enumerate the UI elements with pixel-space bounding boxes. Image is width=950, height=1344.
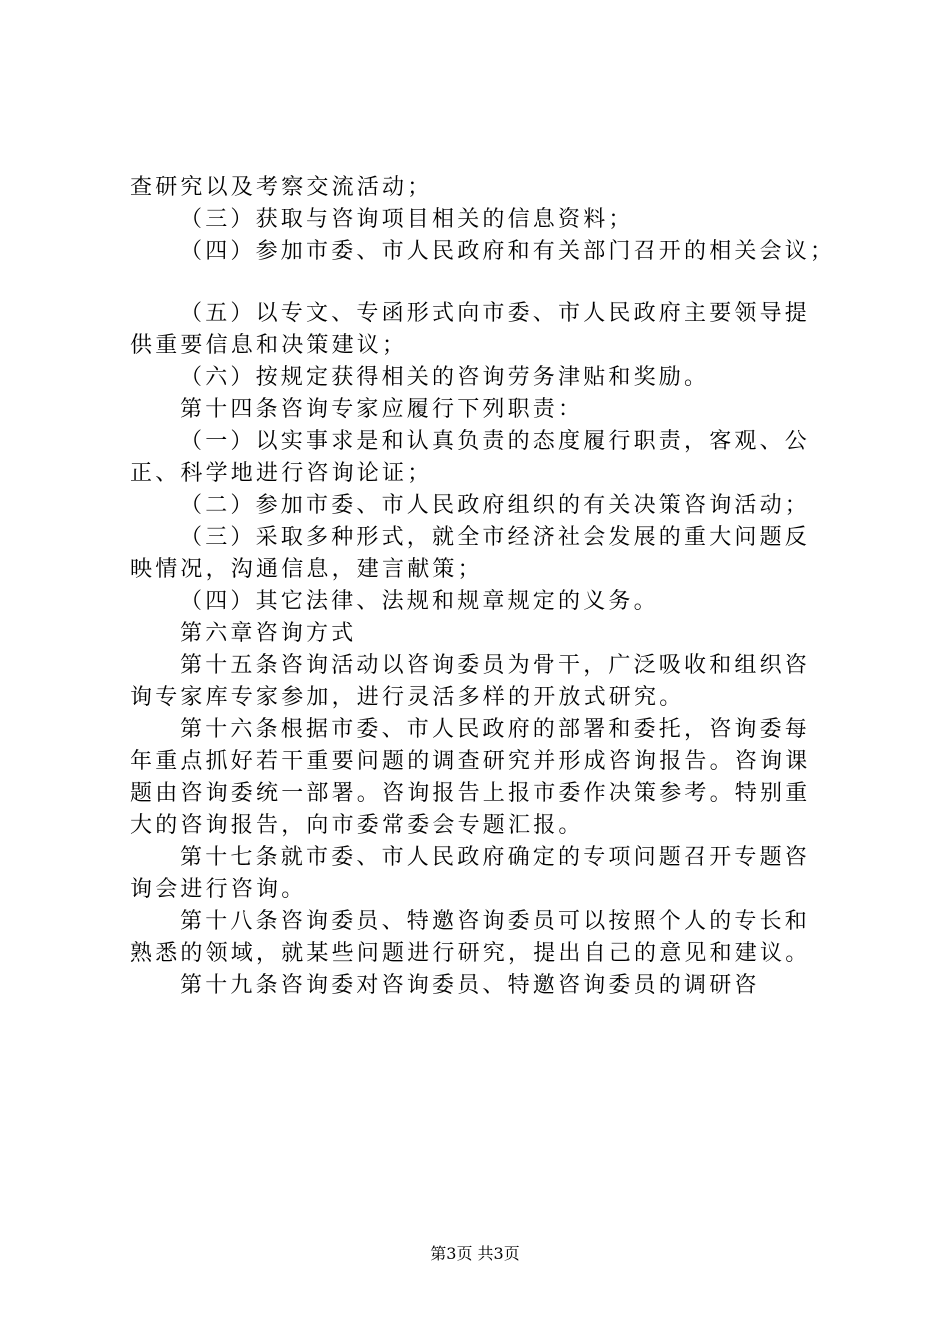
text-line: 映情况，沟通信息，建言献策； [130,557,483,582]
text-line: （三）采取多种形式，就全市经济社会发展的重大问题反 [180,525,811,550]
text-line: （一）以实事求是和认真负责的态度履行职责，客观、公 [180,429,811,454]
text-line: 第十九条咨询委对咨询委员、特邀咨询委员的调研咨 [180,973,760,998]
text-line: 询专家库专家参加，进行灵活多样的开放式研究。 [130,685,685,710]
text-line: 第十六条根据市委、市人民政府的部署和委托，咨询委每 [180,717,811,742]
text-line: 第十五条咨询活动以咨询委员为骨干，广泛吸收和组织咨 [180,653,811,678]
text-line: （三）获取与咨询项目相关的信息资料； [180,207,634,232]
text-line: 第十七条就市委、市人民政府确定的专项问题召开专题咨 [180,845,811,870]
text-line: （二）参加市委、市人民政府组织的有关决策咨询活动； [180,493,811,518]
text-line: 题由咨询委统一部署。咨询报告上报市委作决策参考。特别重 [130,781,811,806]
text-line: 第十四条咨询专家应履行下列职责： [180,397,584,422]
text-line: 第十八条咨询委员、特邀咨询委员可以按照个人的专长和 [180,909,811,934]
document-body [130,172,850,1002]
text-line: 熟悉的领域，就某些问题进行研究，提出自己的意见和建议。 [130,941,811,966]
text-line: （四）参加市委、市人民政府和有关部门召开的相关会议； [180,239,836,264]
text-line: 正、科学地进行咨询论证； [130,461,433,486]
text-line: 询会进行咨询。 [130,877,307,902]
chapter-heading: 第六章咨询方式 [180,621,357,646]
page-number-footer: 第3页 共3页 [430,1244,520,1263]
text-line: （六）按规定获得相关的咨询劳务津贴和奖励。 [180,365,710,390]
text-line: （四）其它法律、法规和规章规定的义务。 [180,589,659,614]
text-line: 年重点抓好若干重要问题的调查研究并形成咨询报告。咨询课 [130,749,811,774]
text-line: （五）以专文、专函形式向市委、市人民政府主要领导提 [180,301,811,326]
paragraph-gap [130,268,850,298]
text-line: 查研究以及考察交流活动； [130,175,433,200]
text-line: 供重要信息和决策建议； [130,333,408,358]
text-line: 大的咨询报告，向市委常委会专题汇报。 [130,813,584,838]
